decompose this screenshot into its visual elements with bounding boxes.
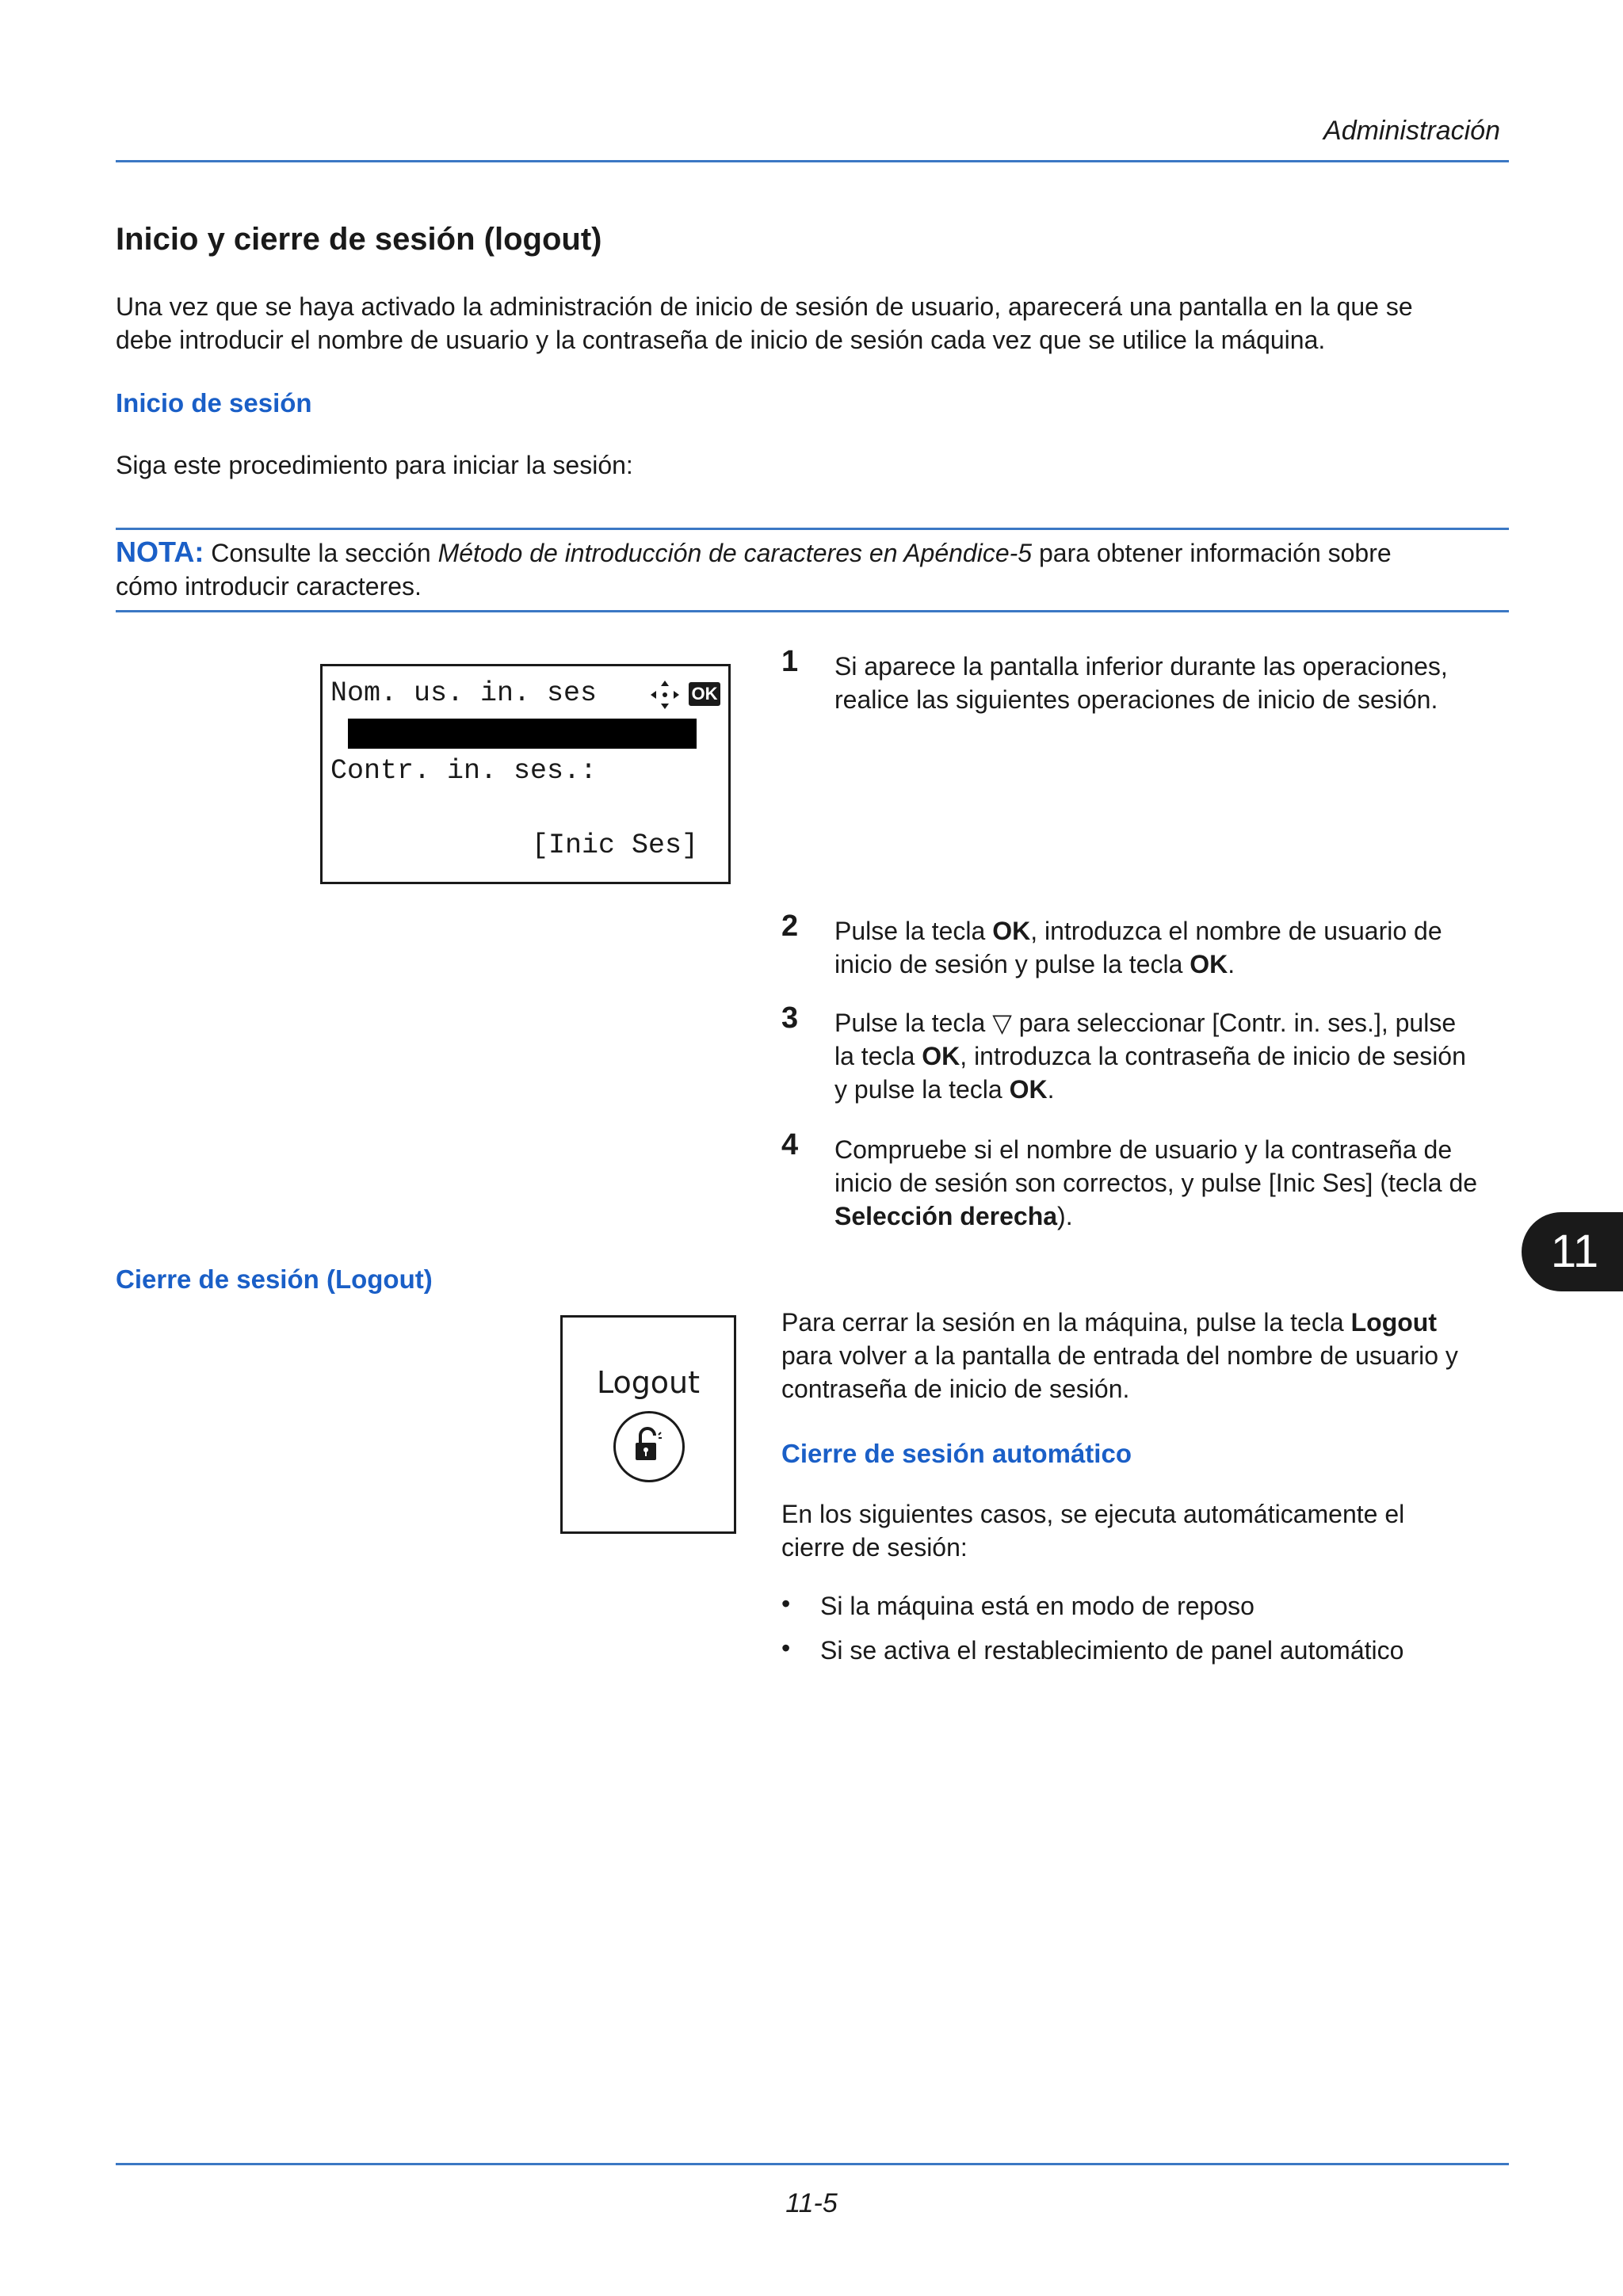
ok-key-ref: OK <box>922 1042 960 1070</box>
step-2-a: Pulse la tecla <box>834 917 993 945</box>
ok-key-ref: OK <box>1190 950 1228 978</box>
step-4-end: ). <box>1057 1202 1073 1230</box>
step-4-line-3 <box>834 1199 1477 1233</box>
step-2-c: , introduzca el nombre de usuario de <box>1030 917 1442 945</box>
auto-logout-paragraph <box>781 1497 1518 1564</box>
step-1-line-2: realice las siguientes operaciones de inicio de sesión. <box>834 685 1438 714</box>
navigation-arrows-icon <box>647 677 682 712</box>
step-2-e: . <box>1228 950 1235 978</box>
ok-key-ref: OK <box>992 917 1031 945</box>
bullet-item: Si la máquina está en modo de reposo <box>820 1592 1254 1620</box>
note-top-rule <box>116 528 1509 530</box>
auto-line-1: En los siguientes casos, se ejecuta automáticamente el <box>781 1500 1405 1528</box>
footer-rule <box>116 2163 1509 2165</box>
step-2-d: inicio de sesión y pulse la tecla <box>834 950 1190 978</box>
logout-line-2: para volver a la pantalla de entrada del nombre de usuario y <box>781 1341 1458 1370</box>
running-header: Administración <box>1323 116 1500 146</box>
step-3-text <box>834 1006 1466 1106</box>
logout-p-a: Para cerrar la sesión en la máquina, pulse la tecla <box>781 1308 1351 1337</box>
logout-key-label: Logout <box>596 1365 701 1400</box>
lcd-password-label: Contr. in. ses.: <box>330 755 598 787</box>
note-label: NOTA: <box>116 536 204 568</box>
header-rule <box>116 160 1509 162</box>
step-3-c: para seleccionar [Contr. in. ses.], pulse <box>1011 1009 1457 1037</box>
auto-logout-heading: Cierre de sesión automático <box>781 1439 1132 1468</box>
step-3-a: Pulse la tecla <box>834 1009 993 1037</box>
step-3-e: , introduzca la contraseña de inicio de sesión <box>960 1042 1466 1070</box>
step-3-number: 3 <box>781 1001 799 1035</box>
logout-key-ref: Logout <box>1350 1308 1437 1337</box>
logout-paragraph <box>781 1306 1518 1405</box>
logout-key-button <box>613 1411 685 1482</box>
step-1-line-1: Si aparece la pantalla inferior durante las operaciones, <box>834 652 1448 681</box>
step-4-text <box>834 1133 1477 1233</box>
login-heading: Inicio de sesión <box>116 388 312 418</box>
ok-key-ref: OK <box>1009 1075 1048 1104</box>
step-3-line-2 <box>834 1039 1466 1073</box>
step-2-number: 2 <box>781 910 799 943</box>
lcd-input-cursor-bar <box>348 719 697 749</box>
note-line-1 <box>116 536 1526 570</box>
step-4-line-2: inicio de sesión son correctos, y pulse [Inic Ses] (tecla de <box>834 1169 1478 1197</box>
bullet-item: Si se activa el restablecimiento de panel automático <box>820 1636 1404 1665</box>
note-text-after: para obtener información sobre <box>1032 539 1392 567</box>
step-3-line-3 <box>834 1073 1466 1106</box>
login-intro: Siga este procedimiento para iniciar la sesión: <box>116 451 633 479</box>
bullet-icon: • <box>781 1589 791 1618</box>
logout-line-1 <box>781 1306 1518 1339</box>
intro-paragraph <box>116 290 1526 357</box>
step-3-g: . <box>1047 1075 1055 1104</box>
note-bottom-rule <box>116 610 1509 612</box>
note-link-reference: Método de introducción de caracteres en Apéndice-5 <box>437 539 1033 567</box>
lcd-login-screen <box>320 664 731 884</box>
page-title: Inicio y cierre de sesión (logout) <box>116 222 602 257</box>
ok-badge-icon: OK <box>689 682 720 706</box>
down-triangle-icon: ▽ <box>992 1009 1012 1037</box>
step-2-line-1 <box>834 914 1442 948</box>
lcd-username-label: Nom. us. in. ses <box>330 677 598 709</box>
note-line-2: cómo introducir caracteres. <box>116 572 422 601</box>
step-3-f: y pulse la tecla <box>834 1075 1010 1104</box>
logout-line-3: contraseña de inicio de sesión. <box>781 1375 1130 1403</box>
step-3-line-1 <box>834 1006 1466 1039</box>
step-3-d: la tecla <box>834 1042 922 1070</box>
lcd-softkey-login: [Inic Ses] <box>532 830 699 861</box>
unlock-icon <box>613 1411 680 1478</box>
step-1-text <box>834 650 1448 716</box>
note-text-before: Consulte la sección <box>204 539 438 567</box>
step-2-text <box>834 914 1442 981</box>
logout-key-illustration <box>560 1315 736 1534</box>
note-box <box>116 536 1526 603</box>
step-4-number: 4 <box>781 1128 799 1161</box>
step-4-line-1: Compruebe si el nombre de usuario y la contraseña de <box>834 1135 1453 1164</box>
step-1-number: 1 <box>781 645 799 678</box>
intro-line-1: Una vez que se haya activado la administración de inicio de sesión de usuario, aparecerá una pantalla en la que se <box>116 292 1413 321</box>
page-number: 11-5 <box>785 2188 838 2218</box>
intro-line-2: debe introducir el nombre de usuario y la contraseña de inicio de sesión cada vez que se utilice la máquina. <box>116 326 1326 354</box>
auto-line-2: cierre de sesión: <box>781 1533 968 1562</box>
chapter-tab: 11 <box>1522 1212 1623 1291</box>
step-2-line-2 <box>834 948 1442 981</box>
right-select-key-ref: Selección derecha <box>834 1202 1058 1230</box>
logout-heading: Cierre de sesión (Logout) <box>116 1264 433 1294</box>
bullet-icon: • <box>781 1634 791 1662</box>
